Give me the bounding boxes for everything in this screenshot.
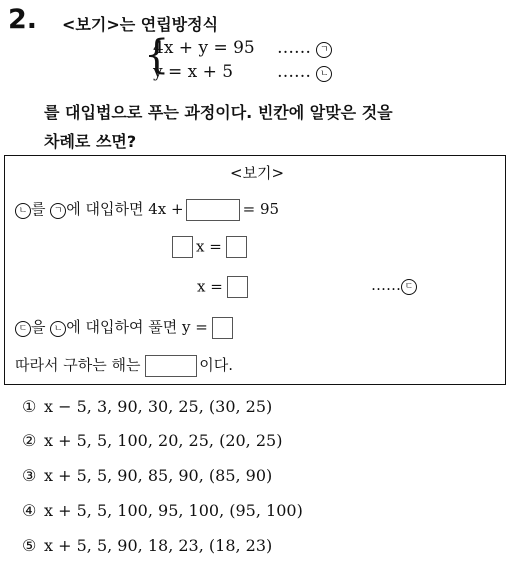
bogi-row1-math-pre: 4x + xyxy=(148,200,184,218)
bogi-row-substitution: ㄴ 를 ㄱ 에 대입하면 4x + = 95 xyxy=(15,198,279,221)
option-5[interactable]: ⑤ x + 5, 5, 90, 18, 23, (18, 23) xyxy=(22,536,273,555)
question-number: 2. xyxy=(8,4,38,35)
equation-1-dots: …… xyxy=(277,38,311,58)
circled-giyeok-icon: ㄱ xyxy=(316,42,332,58)
bogi-row-y-value: ㄷ 을 ㄴ 에 대입하여 풀면 y = xyxy=(15,316,233,339)
question-text xyxy=(44,98,393,156)
equation-2-dots: …… xyxy=(277,62,311,82)
blank-6 xyxy=(145,355,197,377)
brace-icon: { xyxy=(144,32,170,78)
option-2[interactable]: ② x + 5, 5, 100, 20, 25, (20, 25) xyxy=(22,431,283,450)
equation-2-expr: y = x + 5 xyxy=(153,62,234,82)
circled-giyeok-icon: ㄱ xyxy=(50,203,66,219)
bogi-title: <보기> xyxy=(230,164,285,182)
equation-1-expr: 4x + y = 95 xyxy=(153,38,255,58)
equation-1 xyxy=(153,38,329,58)
circled-nieun-icon: ㄴ xyxy=(50,321,66,337)
bogi-row-solution: 따라서 구하는 해는 이다. xyxy=(15,354,233,377)
option-1[interactable]: ① x − 5, 3, 90, 30, 25, (30, 25) xyxy=(22,397,273,416)
blank-3 xyxy=(226,236,247,258)
bogi-box xyxy=(4,155,506,385)
circled-nieun-icon: ㄴ xyxy=(316,66,332,82)
option-4[interactable]: ④ x + 5, 5, 100, 95, 100, (95, 100) xyxy=(22,501,303,520)
question-text-line-1: 를 대입법으로 푸는 과정이다. 빈칸에 알맞은 것을 xyxy=(44,103,393,122)
circled-digeut-icon: ㄷ xyxy=(401,279,417,295)
equation-2 xyxy=(153,62,329,82)
circled-nieun-icon: ㄴ xyxy=(15,203,31,219)
bogi-row1-math-post: = 95 xyxy=(242,200,280,218)
bogi-row-x-value: x = xyxy=(197,276,248,298)
blank-4 xyxy=(227,276,248,298)
circled-digeut-icon: ㄷ xyxy=(15,321,31,337)
blank-5 xyxy=(212,317,233,339)
question-lead: <보기>는 연립방정식 xyxy=(62,15,219,34)
blank-2 xyxy=(172,236,193,258)
option-3[interactable]: ③ x + 5, 5, 90, 85, 90, (85, 90) xyxy=(22,466,273,485)
question-text-line-2: 차례로 쓰면? xyxy=(44,132,137,151)
blank-1 xyxy=(186,199,240,221)
bogi-row-coefficient: x = xyxy=(172,236,247,258)
bogi-row-x-mark: …… ㄷ xyxy=(371,276,417,295)
